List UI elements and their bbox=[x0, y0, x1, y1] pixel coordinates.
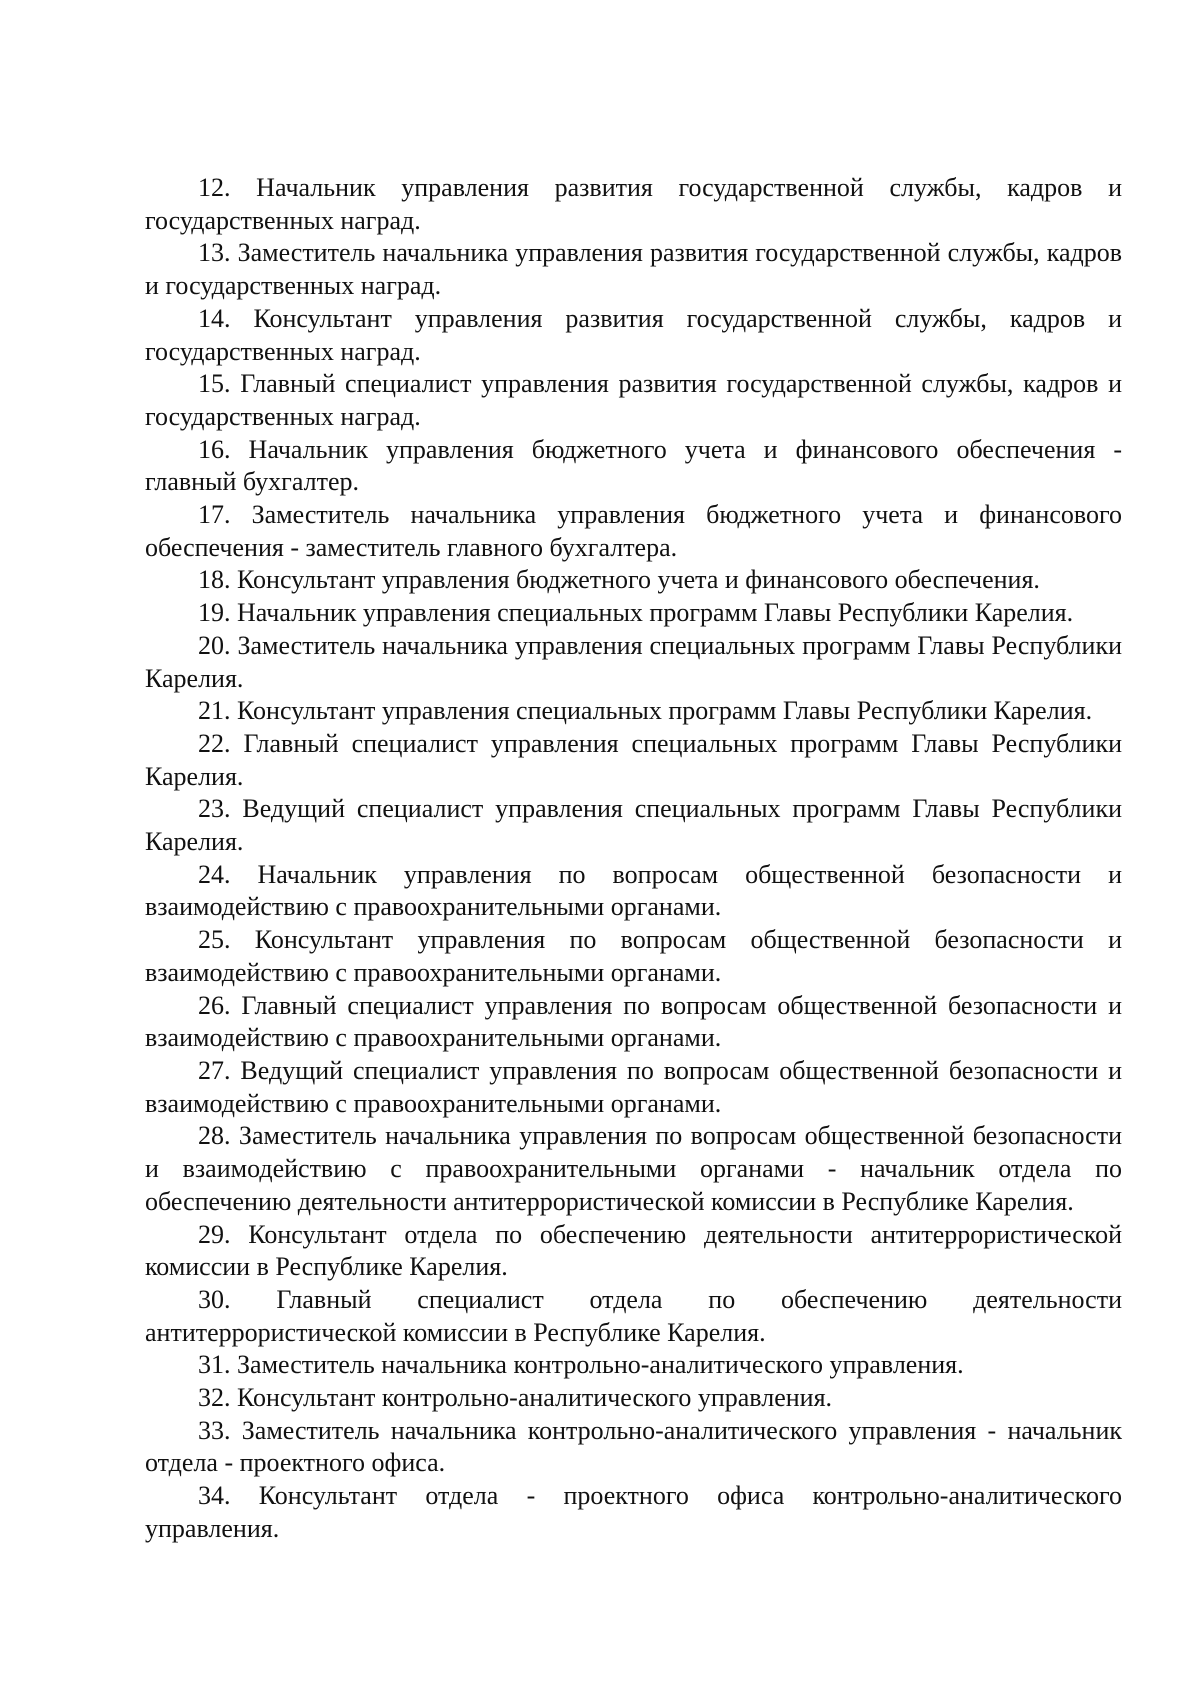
list-item: 26. Главный специалист управления по вопросам общественной безопасности и взаимодействию с правоохранительными органами. bbox=[145, 990, 1122, 1053]
list-item: 23. Ведущий специалист управления специальных программ Главы Республики Карелия. bbox=[145, 794, 1122, 857]
list-item: 19. Начальник управления специальных программ Главы Республики Карелия. bbox=[198, 598, 1074, 628]
document-page bbox=[145, 172, 1122, 1546]
list-item: 13. Заместитель начальника управления развития государственной службы, кадров и государственных наград. bbox=[145, 238, 1122, 301]
list-item: 33. Заместитель начальника контрольно-аналитического управления - начальник отдела - проектного офиса. bbox=[145, 1415, 1122, 1478]
list-item: 31. Заместитель начальника контрольно-аналитического управления. bbox=[198, 1350, 964, 1380]
list-item: 34. Консультант отдела - проектного офиса контрольно-аналитического управления. bbox=[145, 1481, 1122, 1543]
list-item: 16. Начальник управления бюджетного учета и финансового обеспечения - главный бухгалтер. bbox=[145, 434, 1122, 497]
list-item: 18. Консультант управления бюджетного учета и финансового обеспечения. bbox=[198, 565, 1040, 595]
list-item: 28. Заместитель начальника управления по вопросам общественной безопасности и взаимодействию с правоохранительными органами - начальник отдела по обеспечению деятельности антитеррористической комиссии в Республике Карелия. bbox=[145, 1121, 1122, 1216]
list-item: 22. Главный специалист управления специальных программ Главы Республики Карелия. bbox=[145, 728, 1122, 791]
list-item: 21. Консультант управления специальных программ Главы Республики Карелия. bbox=[198, 696, 1093, 726]
list-item: 12. Начальник управления развития государственной службы, кадров и государственных наград. bbox=[145, 173, 1122, 235]
list-item: 20. Заместитель начальника управления специальных программ Главы Республики Карелия. bbox=[145, 630, 1122, 693]
list-item: 17. Заместитель начальника управления бюджетного учета и финансового обеспечения - заместитель главного бухгалтера. bbox=[145, 500, 1122, 562]
list-item: 29. Консультант отдела по обеспечению деятельности антитеррористической комиссии в Республике Карелия. bbox=[145, 1219, 1122, 1282]
list-item: 30. Главный специалист отдела по обеспечению деятельности антитеррористической комиссии в Республике Карелия. bbox=[145, 1284, 1122, 1347]
list-item: 24. Начальник управления по вопросам общественной безопасности и взаимодействию с правоохранительными органами. bbox=[145, 859, 1122, 922]
list-item: 25. Консультант управления по вопросам общественной безопасности и взаимодействию с правоохранительными органами. bbox=[145, 925, 1122, 987]
list-item: 14. Консультант управления развития государственной службы, кадров и государственных наград. bbox=[145, 303, 1122, 366]
list-item: 32. Консультант контрольно-аналитического управления. bbox=[198, 1383, 833, 1413]
list-item: 27. Ведущий специалист управления по вопросам общественной безопасности и взаимодействию с правоохранительными органами. bbox=[145, 1055, 1122, 1118]
list-item: 15. Главный специалист управления развития государственной службы, кадров и государственных наград. bbox=[145, 369, 1122, 431]
